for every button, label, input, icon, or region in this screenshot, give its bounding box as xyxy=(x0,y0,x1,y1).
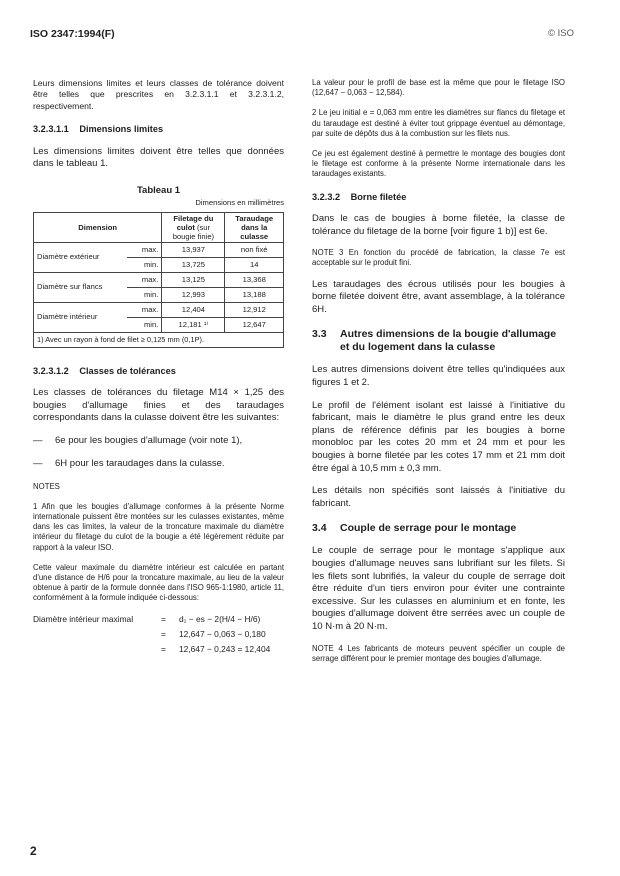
row-limit: min. xyxy=(127,257,162,272)
notes-label: NOTES xyxy=(33,481,60,491)
insulator-profile-paragraph: Le profil de l'élément isolant est laissé à l'initiative du fabricant, mais le diamètre le plus grand entre les deux plans de référence définis par les bougies à borne monobloc par les cotes 20 mm et 24 mm et pour les bougies à borne filetée par les cotes 17 mm et 21 mm doit être égal à 10,5 mm ± 0,3 mm. xyxy=(312,399,565,474)
header-culasse xyxy=(225,212,284,242)
list-item-text: 6e pour les bougies d'allumage (voir note 1), xyxy=(55,434,243,446)
other-dimensions-paragraph: Les autres dimensions doivent être telles qu'indiquées aux figures 1 et 2. xyxy=(312,364,565,388)
header-culasse-line2: dans la xyxy=(241,222,268,232)
note-3: NOTE 3 En fonction du procédé de fabrication, la classe 7e est acceptable sur le produit fini. xyxy=(312,248,565,268)
list-item xyxy=(33,458,284,469)
header-culot-line2a: culot xyxy=(176,222,195,232)
basic-profile-paragraph: La valeur pour le profil de base est la même que pour le filetage ISO (12,647 − 0,063 − 12,584). xyxy=(312,78,565,98)
list-item xyxy=(33,435,284,446)
row-dimension: Diamètre sur flancs xyxy=(34,272,128,302)
cell-culasse: 13,188 xyxy=(225,287,284,302)
tolerance-paragraph: Les classes de tolérances du filetage M14 × 1,25 des bougies d'allumage finies et des taraudages correspondants dans la culasse doivent être les suivantes: xyxy=(33,387,284,424)
right-column xyxy=(312,78,565,674)
formula-equals: = xyxy=(161,613,166,624)
formula-line-1: d₁ − es − 2(H/4 − H/6) xyxy=(179,613,261,624)
nut-tolerance-paragraph: Les taraudages des écrous utilisés pour les bougies à borne filetée doivent être, avant assemblage, à la tolérance 6H. xyxy=(312,278,565,315)
intro-paragraph: Leurs dimensions limites et leurs classes de tolérance doivent être telles que prescrites en 3.2.3.1.1 et 3.2.3.1.2, respectivement. xyxy=(33,78,284,111)
header-culot-line3: bougie finie) xyxy=(172,231,215,241)
note-1-continued: Cette valeur maximale du diamètre intérieur est calculée en partant d'une distance de H/6 pour la troncature maximale, au lieu de la valeur obtenue à partir de la formule donnée dans l'ISO 965-1:1980, article 11, conformément à la formule indiquée ci-dessous: xyxy=(33,562,284,603)
table-caption: Tableau 1 xyxy=(136,184,181,196)
row-dimension: Diamètre extérieur xyxy=(34,242,128,272)
cell-culot: 12,181 ¹⁾ xyxy=(162,317,225,332)
formula-label: Diamètre intérieur maximal xyxy=(33,613,134,624)
section-3-2-3-1-1-heading xyxy=(33,124,284,135)
row-limit: min. xyxy=(127,287,162,302)
formula-equals: = xyxy=(161,629,166,640)
section-number: 3.2.3.1.2 xyxy=(33,365,69,376)
row-limit: max. xyxy=(127,242,162,257)
header-dimension: Dimension xyxy=(34,212,162,242)
tightening-torque-paragraph: Le couple de serrage pour le montage s'applique aux bougies d'allumage neuves sans lubrifiant sur les filets. Si les filets sont lubrifiés, la valeur du couple de serrage doit être réduite d'un tiers environ pour éviter une contrainte excessive. Sur les culasses en aluminium et en fonte, les bougies d'allumage doivent être serrées avec un couple de 10 N·m à 20 N·m. xyxy=(312,545,565,632)
row-dimension: Diamètre intérieur xyxy=(34,302,128,332)
formula-line-2: 12,647 − 0,063 − 0,180 xyxy=(179,629,266,640)
standard-number: ISO 2347:1994(F) xyxy=(30,28,115,40)
cell-culot: 13,725 xyxy=(162,257,225,272)
cell-culot: 12,404 xyxy=(162,302,225,317)
section-title: Borne filetée xyxy=(350,191,407,202)
cell-culasse: non fixé xyxy=(225,242,284,257)
header-culasse-line1: Taraudage xyxy=(235,213,274,223)
list-item-text: 6H pour les taraudages dans la culasse. xyxy=(55,458,225,470)
row-limit: max. xyxy=(127,302,162,317)
iso-copyright: © ISO xyxy=(547,28,574,39)
dash-bullet: — xyxy=(33,434,43,446)
page-number: 2 xyxy=(30,844,37,858)
header-culot-line2b: (sur xyxy=(196,222,211,232)
cell-culasse: 12,912 xyxy=(225,302,284,317)
note-1: 1 Afin que les bougies d'allumage conformes à la présente Norme internationale puissent être montées sur les culasses existantes, même dans les cas limites, la valeur de la troncature maximale du diamètre intérieur du filetage du culot de la bougie a été légèrement réduite par rapport à la valeur ISO. xyxy=(33,501,284,552)
dimensions-table xyxy=(33,212,284,348)
section-3-2-3-1-2-heading xyxy=(33,366,284,377)
cell-culot: 12,993 xyxy=(162,287,225,302)
section-title: Classes de tolérances xyxy=(79,365,176,376)
cell-culot: 13,937 xyxy=(162,242,225,257)
cell-culasse: 13,368 xyxy=(225,272,284,287)
section-number: 3.2.3.1.1 xyxy=(33,124,69,135)
section-title: Dimensions limites xyxy=(79,124,164,135)
threaded-terminal-paragraph: Dans le cas de bougies à borne filetée, la classe de tolérance du filetage de la borne [voir figure 1 b)] est 6e. xyxy=(312,213,565,237)
table-row xyxy=(34,302,284,317)
formula-block xyxy=(33,614,284,656)
formula-line-3: 12,647 − 0,243 = 12,404 xyxy=(179,644,271,655)
section-3-2-3-2-heading xyxy=(312,192,565,203)
unspecified-details-paragraph: Les détails non spécifiés sont laissés à l'initiative du fabricant. xyxy=(312,485,565,509)
cell-culasse: 12,647 xyxy=(225,317,284,332)
dimensions-paragraph: Les dimensions limites doivent être telles que données dans le tableau 1. xyxy=(33,145,284,170)
table-row xyxy=(34,272,284,287)
note-4: NOTE 4 Les fabricants de moteurs peuvent spécifier un couple de serrage différent pour le premier montage des bougies d'allumage. xyxy=(312,643,565,663)
header-culot xyxy=(162,212,225,242)
section-3-3-heading xyxy=(312,328,565,354)
row-limit: max. xyxy=(127,272,162,287)
table-row xyxy=(34,242,284,257)
row-limit: min. xyxy=(127,317,162,332)
cell-culot: 13,125 xyxy=(162,272,225,287)
dash-bullet: — xyxy=(33,458,43,470)
section-number: 3.4 xyxy=(312,522,327,535)
section-number: 3.3 xyxy=(312,328,327,341)
note-2-continued: Ce jeu est également destiné à permettre le montage des bougies dont le filetage est conforme à la présente Norme internationale dans les taraudages existants. xyxy=(312,149,565,179)
table-footnote: 1) Avec un rayon à fond de filet ≥ 0,125 mm (0,1P). xyxy=(34,332,284,347)
section-3-4-heading xyxy=(312,522,565,535)
left-column xyxy=(33,78,284,656)
cell-culasse: 14 xyxy=(225,257,284,272)
header-culasse-line3: culasse xyxy=(240,231,269,241)
table-header-row xyxy=(34,212,284,242)
section-title: Couple de serrage pour le montage xyxy=(340,522,517,535)
table-units: Dimensions en millimètres xyxy=(195,198,284,208)
note-2: 2 Le jeu initial e = 0,063 mm entre les diamètres sur flancs du filetage et du taraudage est destiné à éviter tout grippage éventuel au démontage, par suite de dépôts dus à la combustion sur les filets nus. xyxy=(312,108,565,138)
section-title: Autres dimensions de la bougie d'allumage et du logement dans la culasse xyxy=(340,328,557,354)
table-footnote-row xyxy=(34,332,284,347)
header-culot-line1: Filetage du xyxy=(173,213,214,223)
section-number: 3.2.3.2 xyxy=(312,191,341,202)
formula-equals: = xyxy=(161,644,166,655)
